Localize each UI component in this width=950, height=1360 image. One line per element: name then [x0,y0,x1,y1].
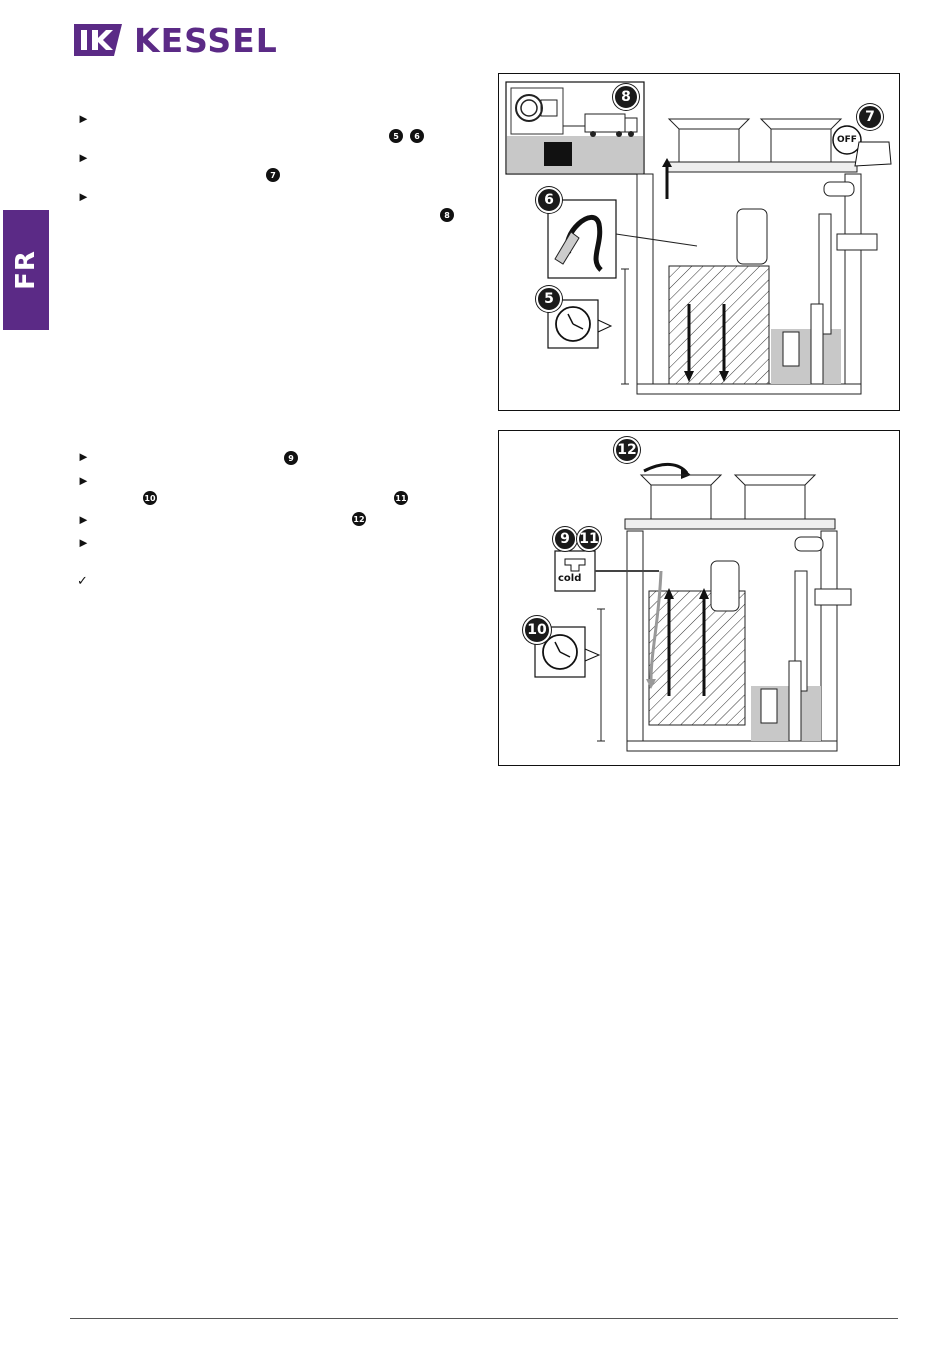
step-marker: ► [77,535,90,550]
step-ref-badge: 7 [266,168,280,182]
figure-badge: 10 [523,616,551,644]
separator-tank-illustration [499,74,899,410]
language-tab [3,210,49,330]
step-marker: ► [77,449,90,464]
figure-badge: 8 [613,84,639,110]
off-button-label: OFF [837,135,857,145]
step-ref-badge: 5 [389,129,403,143]
figure-badge: 11 [577,527,601,551]
figure-refilling [498,430,900,766]
kessel-logo-mark-icon [70,22,126,58]
step-check-marker: ✓ [77,573,88,588]
step-ref-badge: 12 [352,512,366,526]
figure-emptying [498,73,900,411]
step-marker: ► [77,473,90,488]
kessel-logo [70,22,278,58]
figure-badge: 7 [857,104,883,130]
step-ref-badge: 6 [410,129,424,143]
brand-name: KESSEL [134,20,278,60]
figure-badge: 6 [536,187,562,213]
step-ref-badge: 8 [440,208,454,222]
step-ref-badge: 10 [143,491,157,505]
tap-cold-label: cold [558,573,582,584]
step-marker: ► [77,111,90,126]
step-ref-badge: 11 [394,491,408,505]
step-marker: ► [77,512,90,527]
step-ref-badge: 9 [284,451,298,465]
figure-badge: 9 [553,527,577,551]
step-marker: ► [77,150,90,165]
footer-divider [70,1318,898,1319]
separator-tank-illustration [499,431,899,765]
step-marker: ► [77,189,90,204]
figure-badge: 5 [536,286,562,312]
language-tab-label: FR [11,250,41,290]
figure-badge: 12 [614,437,640,463]
